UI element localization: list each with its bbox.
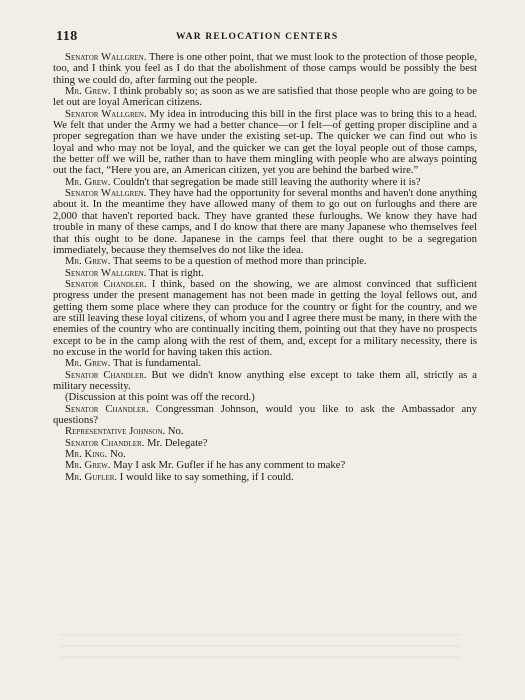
speaker-name: Senator Wallgren. (65, 266, 147, 279)
page-header (56, 29, 476, 45)
paragraph-text: But we didn't know anything else except to take them all, strictly as a military necessity. (53, 368, 478, 392)
speaker-name: Mr. Grew. (65, 85, 111, 98)
speaker-name: Senator Chandler. (65, 402, 149, 415)
paragraph (53, 109, 477, 177)
speaker-name: Mr. Grew. (65, 175, 111, 188)
paragraph-text: No. (165, 425, 184, 438)
speaker-name: Senator Chandler. (65, 436, 145, 449)
paragraph-text: I would like to say something, if I could. (117, 470, 294, 483)
speaker-name: Senator Wallgren. (65, 51, 147, 63)
paragraph (53, 188, 477, 256)
paragraph (53, 52, 477, 86)
paragraph (53, 370, 477, 393)
speaker-name: Representative Johnson. (65, 425, 166, 438)
paragraph-text: That is right. (146, 266, 204, 279)
paragraph (53, 279, 477, 358)
paragraph-text: Mr. Delegate? (144, 436, 208, 449)
paragraph-text: There is one other point, that we must look to the protection of those people, too, and I think you feel as I do that the abolishment of those camps would be possibly the best thing we could do, after farming out the people. (53, 51, 478, 86)
paragraph-text: That is fundamental. (110, 357, 202, 370)
paragraph-text: No. (107, 448, 126, 461)
paragraph (53, 404, 477, 427)
speaker-name: Senator Chandler. (65, 368, 147, 381)
paragraph-text: May I ask Mr. Gufler if he has any comment to make? (110, 459, 346, 472)
paragraph-text: (Discussion at this point was off the record.) (65, 391, 255, 404)
paragraph-text: My idea in introducing this bill in the first place was to bring this to a head. We felt that under the Army we had a better chance—or I felt—of getting proper discipline and a proper segregation than we have under the existing set-up. The quicker we can find out who is loyal and who may not be loyal, and the quicker we can get the loyal people out of those camps, the better off we will be, rather than to have them mingling with people who are always pointing out the fact, “Here you are, an American citizen, yet you are behind the barbed wire.” (53, 107, 477, 177)
paragraph-text: Couldn't that segregation be made still leaving the authority where it is? (110, 175, 421, 188)
speaker-name: Senator Wallgren. (65, 187, 147, 200)
speaker-name: Mr. King. (65, 448, 108, 461)
page-number: 118 (56, 29, 78, 44)
paragraph-text: I think, based on the showing, we are almost convinced that sufficient progress under the present management has not been made in getting the loyal fellows out, and getting them some place where they can produce for the country or fight for the country, and we are still leaving these loyal citizens, of whom you and I agree there must be many, in there with the enemies of the country who are continually inciting them, pointing out that they have no prospects except to be in the camp along with the rest of them, and, except for a military necessity, there is no excuse in the world for having taken this action. (53, 277, 477, 358)
speaker-name: Mr. Grew. (65, 459, 111, 472)
paragraph (53, 472, 477, 483)
paragraph-text: Congressman Johnson, would you like to ask the Ambassador any questions? (53, 402, 477, 426)
paragraph (53, 86, 477, 109)
speaker-name: Senator Chandler. (65, 277, 147, 290)
show-through-bleed (60, 625, 460, 660)
body-text (53, 52, 477, 483)
paragraph-text: They have had the opportunity for several months and haven't done anything about it. In the meantime they have allowed many of them to go out on furloughs and there are 2,000 that haven't reported back. They have granted these furloughs. We know they have had trouble in many of these camps, and I do know that there are many Japanese who themselves feel that this ought to be done. Japanese in the camps feel that there ought to be a segregation immediately, because they themselves do not like the idea. (53, 187, 477, 256)
paragraph-text: That seems to be a question of method more than principle. (110, 255, 367, 268)
running-head: WAR RELOCATION CENTERS (176, 32, 339, 42)
speaker-name: Mr. Grew. (65, 255, 111, 268)
speaker-name: Mr. Gufler. (65, 470, 118, 483)
speaker-name: Mr. Grew. (65, 357, 111, 370)
paragraph-text: I think probably so; as soon as we are satisfied that those people who are going to be let out are loyal American citizens. (53, 85, 477, 109)
speaker-name: Senator Wallgren. (65, 107, 147, 120)
